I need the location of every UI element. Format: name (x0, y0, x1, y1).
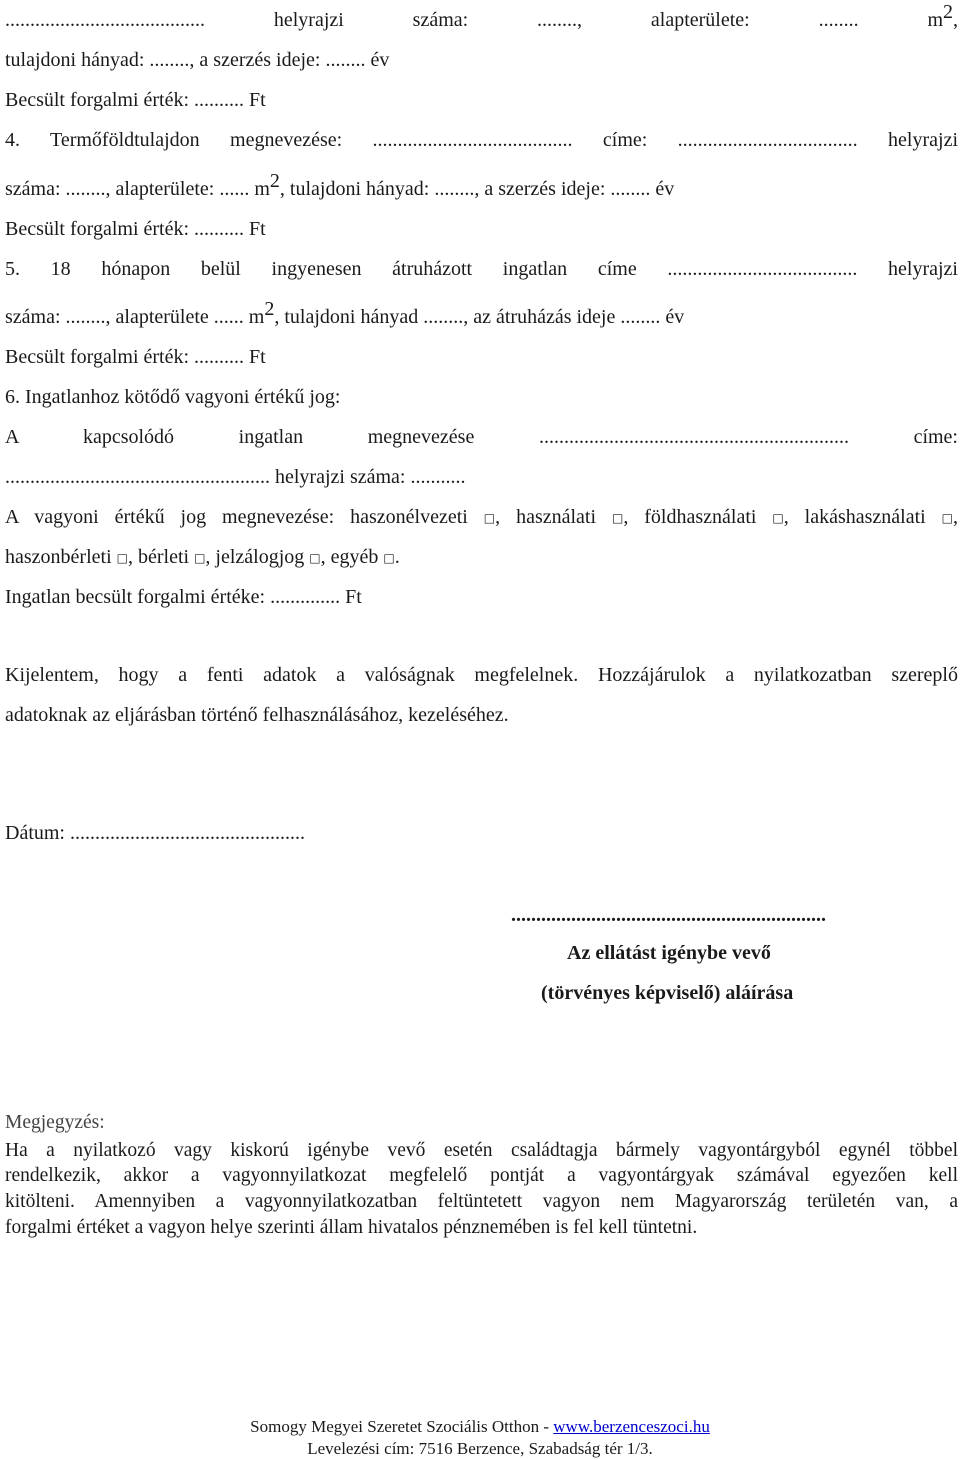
form-line-15: Ingatlan becsült forgalmi értéke: .............. Ft (5, 586, 362, 608)
note-line-1: Ha a nyilatkozó vagy kiskorú igénybe vevő esetén családtagja bármely vagyontárgyból egynél többel (5, 1140, 958, 1161)
website-link[interactable]: www.berzenceszoci.hu (553, 1417, 710, 1436)
signer-title: Az ellátást igénybe vevő (567, 942, 771, 964)
checkbox-hasznalati[interactable]: □ (611, 511, 624, 525)
form-line-6: Becsült forgalmi érték: .......... Ft (5, 218, 266, 240)
checkbox-jelzalogjog[interactable]: □ (309, 551, 321, 565)
note-line-3: kitölteni. Amennyiben a vagyonnyilatkozatban feltüntetett vagyon nem Magyarország területén van, a (5, 1191, 958, 1212)
note-line-4: forgalmi értéket a vagyon helye szerinti állam hivatalos pénznemében is fel kell tüntetni. (5, 1217, 698, 1238)
checkbox-foldhasznalati[interactable]: □ (772, 511, 784, 525)
form-line-12: ..................................................... helyrajzi száma: ........... (5, 466, 466, 488)
form-line-1: ........................................ helyrajzi száma: ........, alapterülete: ........ m2, (5, 1, 958, 31)
checkbox-lakashasznalati[interactable]: □ (941, 511, 954, 525)
checkbox-berleti[interactable]: □ (194, 551, 206, 565)
form-line-14: haszonbérleti □, bérleti □, jelzálogjog □, egyéb □. (5, 546, 400, 568)
form-line-2: tulajdoni hányad: ........, a szerzés ideje: ........ év (5, 49, 390, 71)
form-line-3: Becsült forgalmi érték: .......... Ft (5, 89, 266, 111)
note-line-2: rendelkezik, akkor a vagyonnyilatkozat megfelelő pontját a vagyontárgyak számával egyezően kell (5, 1165, 958, 1186)
footer-address: Levelezési cím: 7516 Berzence, Szabadság tér 1/3. (307, 1439, 653, 1458)
declaration-line-2: adatoknak az eljárásban történő felhasználásához, kezeléséhez. (5, 704, 509, 726)
date-field: Dátum: ............................................... (5, 822, 305, 844)
note-title: Megjegyzés: (5, 1112, 105, 1133)
form-line-4: 4. Termőföldtulajdon megnevezése: ........................................ címe: .................................... helyrajzi (5, 129, 958, 151)
signer-subtitle: (törvényes képviselő) aláírása (541, 982, 794, 1004)
form-line-9: Becsült forgalmi érték: .......... Ft (5, 346, 266, 368)
checkbox-haszonelvezeti[interactable]: □ (483, 511, 496, 525)
form-line-11: A kapcsolódó ingatlan megnevezése .............................................................. címe: (5, 426, 958, 448)
form-line-5: száma: ........, alapterülete: ...... m2, tulajdoni hányad: ........, a szerzés ideje: ........ év (5, 170, 675, 200)
checkbox-haszonberleti[interactable]: □ (116, 551, 128, 565)
checkbox-egyeb[interactable]: □ (383, 551, 395, 565)
form-line-8: száma: ........, alapterülete ...... m2, tulajdoni hányad ........, az átruházás ideje ........ év (5, 298, 685, 328)
footer-org: Somogy Megyei Szeretet Szociális Otthon - www.berzenceszoci.hu (250, 1417, 710, 1436)
form-line-13: A vagyoni értékű jog megnevezése: haszonélvezeti □, használati □, földhasználati □, lakáshasználati □, (5, 506, 959, 528)
form-line-7: 5. 18 hónapon belül ingyenesen átruházott ingatlan címe ...................................... helyrajzi (5, 258, 958, 280)
declaration-line-1: Kijelentem, hogy a fenti adatok a valóságnak megfelelnek. Hozzájárulok a nyilatkozatban szereplő (5, 664, 958, 686)
signature-line: ............................................................... (511, 904, 826, 926)
form-line-10: 6. Ingatlanhoz kötődő vagyoni értékű jog: (5, 386, 341, 408)
